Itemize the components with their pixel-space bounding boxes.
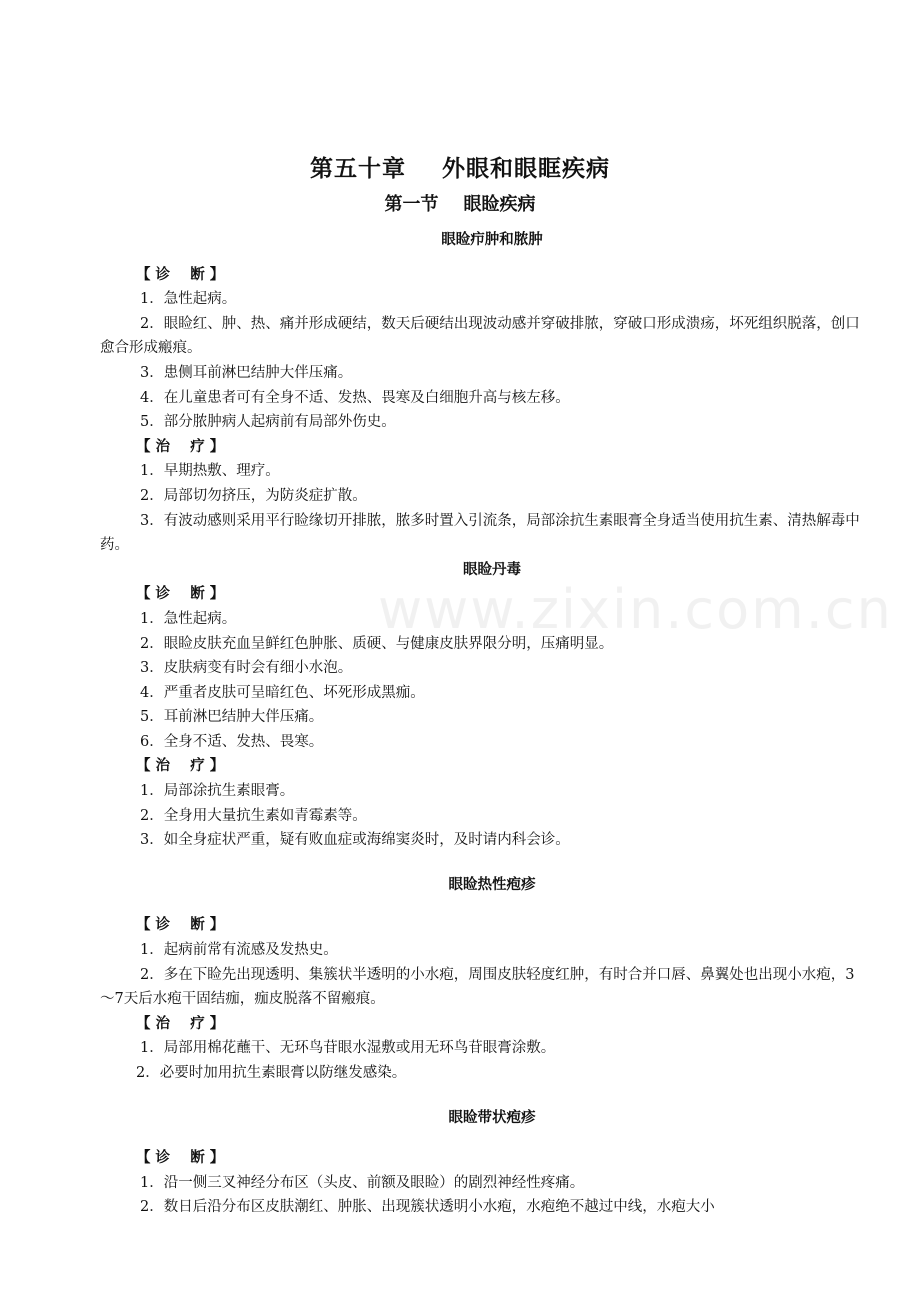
treatment-heading: 【 治 疗 】 <box>136 1014 225 1032</box>
document-body <box>100 228 860 1220</box>
treatment-item: 2．全身用大量抗生素如青霉素等。 <box>140 807 367 824</box>
diagnosis-item: 4．严重者皮肤可呈暗红色、坏死形成黑痂。 <box>140 684 425 701</box>
diagnosis-heading: 【 诊 断 】 <box>136 585 225 603</box>
diagnosis-item: 2．多在下睑先出现透明、集簇状半透明的小水疱，周围皮肤轻度红肿，有时合并口唇、鼻翼处也出现小水疱，3～7天后水疱干固结痂，痂皮脱落不留瘢痕。 <box>100 966 855 1008</box>
diagnosis-item: 5．耳前淋巴结肿大伴压痛。 <box>140 709 324 726</box>
treatment-heading: 【 治 疗 】 <box>136 437 225 455</box>
treatment-heading: 【 治 疗 】 <box>136 757 225 775</box>
diagnosis-item: 1．起病前常有流感及发热史。 <box>140 942 338 959</box>
treatment-item: 1．局部涂抗生素眼膏。 <box>140 783 295 800</box>
watermark: www.zixin.com.cn <box>378 578 893 641</box>
chapter-title: 第五十章 外眼和眼眶疾病 <box>309 156 611 182</box>
diagnosis-item: 1．急性起病。 <box>140 291 237 308</box>
treatment-item: 3．有波动感则采用平行睑缘切开排脓，脓多时置入引流条，局部涂抗生素眼膏全身适当使用抗生素、清热解毒中药。 <box>100 512 860 554</box>
treatment-item: 3．如全身症状严重，疑有败血症或海绵窦炎时，及时请内科会诊。 <box>140 832 570 849</box>
disease-title: 眼睑热性疱疹 <box>448 876 536 893</box>
diagnosis-item: 1．急性起病。 <box>140 610 237 627</box>
diagnosis-heading: 【 诊 断 】 <box>136 1149 225 1167</box>
diagnosis-item: 4．在儿童患者可有全身不适、发热、畏寒及白细胞升高与核左移。 <box>140 389 570 406</box>
disease-title: 眼睑带状疱疹 <box>448 1109 536 1126</box>
diagnosis-item: 6．全身不适、发热、畏寒。 <box>140 733 324 750</box>
diagnosis-item: 2．数日后沿分布区皮肤潮红、肿胀、出现簇状透明小水疱，水疱绝不越过中线，水疱大小 <box>140 1199 715 1216</box>
diagnosis-item: 1．沿一侧三叉神经分布区（头皮、前额及眼睑）的剧烈神经性疼痛。 <box>140 1174 585 1191</box>
disease-title: 眼睑丹毒 <box>463 561 521 578</box>
disease-title: 眼睑疖肿和脓肿 <box>441 232 543 248</box>
diagnosis-item: 2．眼睑皮肤充血呈鲜红色肿胀、质硬、与健康皮肤界限分明，压痛明显。 <box>140 635 614 652</box>
diagnosis-item: 2．眼睑红、肿、热、痛并形成硬结，数天后硬结出现波动感并穿破排脓，穿破口形成溃疡，坏死组织脱落，创口愈合形成瘢痕。 <box>100 315 860 357</box>
treatment-item: 1．早期热敷、理疗。 <box>140 463 280 480</box>
diagnosis-item: 3．患侧耳前淋巴结肿大伴压痛。 <box>140 364 353 381</box>
section-title: 第一节 眼睑疾病 <box>384 194 536 215</box>
treatment-item: 1．局部用棉花蘸干、无环鸟苷眼水湿敷或用无环鸟苷眼膏涂敷。 <box>140 1040 556 1057</box>
diagnosis-item: 3．皮肤病变有时会有细小水泡。 <box>140 660 353 677</box>
diagnosis-heading: 【 诊 断 】 <box>136 265 225 283</box>
treatment-item: 2．局部切勿挤压，为防炎症扩散。 <box>140 487 367 504</box>
diagnosis-heading: 【 诊 断 】 <box>136 916 225 934</box>
treatment-item: 2．必要时加用抗生素眼膏以防继发感染。 <box>136 1065 407 1081</box>
diagnosis-item: 5．部分脓肿病人起病前有局部外伤史。 <box>140 414 396 431</box>
